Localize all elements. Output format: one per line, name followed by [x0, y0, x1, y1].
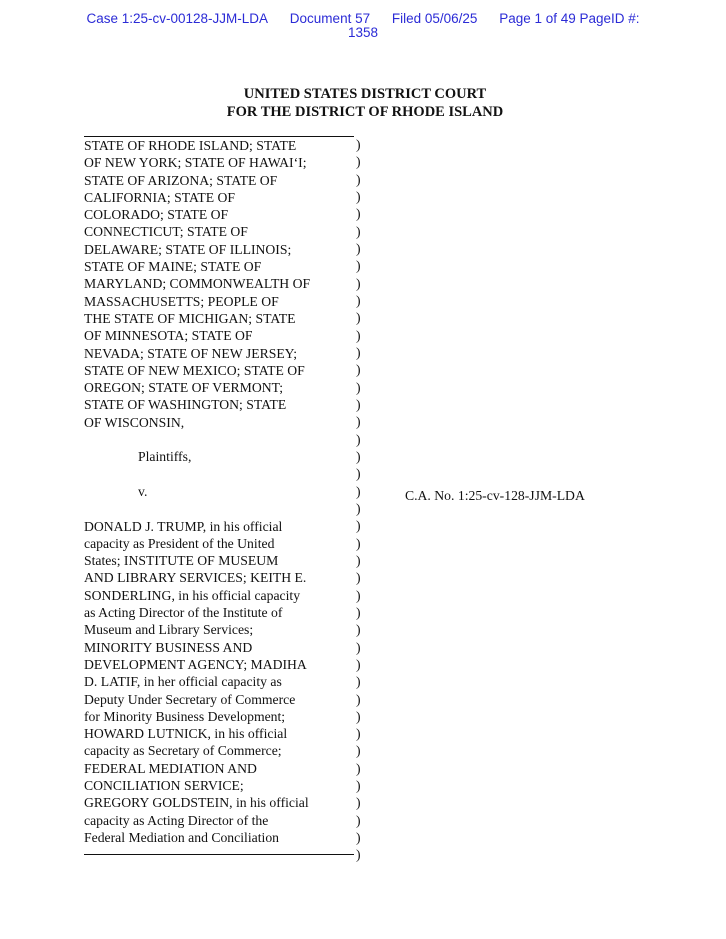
plaintiff-line: DELAWARE; STATE OF ILLINOIS; — [84, 241, 292, 257]
plaintiff-line: STATE OF ARIZONA; STATE OF — [84, 172, 278, 188]
caption-paren: ) — [356, 206, 361, 222]
caption-paren: ) — [356, 622, 361, 638]
plaintiff-line: STATE OF WASHINGTON; STATE — [84, 397, 287, 413]
plaintiff-line: MARYLAND; COMMONWEALTH OF — [84, 276, 311, 292]
plaintiff-line: THE STATE OF MICHIGAN; STATE — [84, 310, 296, 326]
document-number: Document 57 — [289, 11, 371, 26]
plaintiff-line: STATE OF RHODE ISLAND; STATE — [84, 138, 297, 153]
caption-bottom-rule — [84, 854, 354, 855]
caption-paren: ) — [356, 483, 361, 499]
caption-paren: ) — [356, 847, 361, 863]
defendant-line: capacity as Secretary of Commerce; — [84, 743, 282, 759]
court-filing-header — [0, 12, 726, 40]
plaintiff-line: CALIFORNIA; STATE OF — [84, 189, 235, 205]
defendant-line: capacity as Acting Director of the — [84, 812, 269, 828]
caption-paren: ) — [356, 552, 361, 568]
caption-paren: ) — [356, 570, 361, 586]
defendant-line: capacity as President of the United — [84, 535, 275, 551]
caption-paren: ) — [356, 760, 361, 776]
defendant-line: for Minority Business Development; — [84, 708, 286, 724]
defendant-line: SONDERLING, in his official capacity — [84, 587, 301, 603]
defendant-line: D. LATIF, in her official capacity as — [84, 674, 282, 690]
caption-paren: ) — [356, 830, 361, 846]
caption-paren: ) — [356, 691, 361, 707]
plaintiffs-block — [84, 137, 359, 431]
caption-paren: ) — [356, 743, 361, 759]
caption-paren: ) — [356, 674, 361, 690]
defendant-line: FEDERAL MEDIATION AND — [84, 760, 257, 776]
defendant-line: Federal Mediation and Conciliation — [84, 829, 280, 845]
court-title — [0, 85, 726, 121]
caption-paren: ) — [356, 778, 361, 794]
caption-paren: ) — [356, 726, 361, 742]
defendant-line: AND LIBRARY SERVICES; KEITH E. — [84, 570, 307, 586]
caption-paren: ) — [356, 171, 361, 187]
defendant-line: States; INSTITUTE OF MUSEUM — [84, 553, 279, 569]
caption-paren-column — [356, 136, 361, 864]
case-number-header: Case 1:25-cv-00128-JJM-LDA — [86, 11, 269, 26]
caption-paren: ) — [356, 656, 361, 672]
defendants-block — [84, 518, 359, 847]
caption-paren: ) — [356, 466, 361, 482]
caption-paren: ) — [356, 414, 361, 430]
plaintiff-line: MASSACHUSETTS; PEOPLE OF — [84, 293, 279, 309]
plaintiff-line: STATE OF NEW MEXICO; STATE OF — [84, 362, 305, 378]
defendant-line: Deputy Under Secretary of Commerce — [84, 691, 296, 707]
case-caption — [84, 137, 359, 846]
court-title-line2: FOR THE DISTRICT OF RHODE ISLAND — [226, 104, 504, 120]
caption-paren: ) — [356, 795, 361, 811]
caption-paren: ) — [356, 448, 361, 464]
caption-paren: ) — [356, 587, 361, 603]
versus-label: v. — [138, 483, 148, 499]
plaintiffs-label: Plaintiffs, — [138, 449, 192, 465]
caption-paren: ) — [356, 310, 361, 326]
plaintiff-line: CONNECTICUT; STATE OF — [84, 224, 248, 240]
defendant-line: MINORITY BUSINESS AND — [84, 639, 253, 655]
defendant-line: DONALD J. TRUMP, in his official — [84, 518, 283, 534]
caption-paren: ) — [356, 240, 361, 256]
caption-paren: ) — [356, 223, 361, 239]
page-count: Page 1 of 49 PageID #: — [499, 11, 640, 26]
defendant-line: HOWARD LUTNICK, in his official — [84, 726, 288, 742]
filed-date: Filed 05/06/25 — [391, 11, 478, 26]
caption-paren: ) — [356, 812, 361, 828]
caption-paren: ) — [356, 379, 361, 395]
defendant-line: DEVELOPMENT AGENCY; MADIHA — [84, 656, 307, 672]
caption-paren: ) — [356, 396, 361, 412]
caption-paren: ) — [356, 344, 361, 360]
caption-paren: ) — [356, 258, 361, 274]
defendant-line: as Acting Director of the Institute of — [84, 605, 283, 621]
caption-paren: ) — [356, 708, 361, 724]
plaintiff-line: OREGON; STATE OF VERMONT; — [84, 380, 284, 396]
defendant-line: GREGORY GOLDSTEIN, in his official — [84, 795, 309, 811]
page-id: 1358 — [347, 25, 379, 40]
caption-paren: ) — [356, 518, 361, 534]
caption-paren: ) — [356, 362, 361, 378]
plaintiff-line: OF NEW YORK; STATE OF HAWAI‘I; — [84, 155, 307, 171]
caption-paren: ) — [356, 639, 361, 655]
plaintiff-line: STATE OF MAINE; STATE OF — [84, 259, 262, 275]
defendant-line: CONCILIATION SERVICE; — [84, 777, 244, 793]
caption-paren: ) — [356, 535, 361, 551]
caption-paren: ) — [356, 137, 361, 152]
caption-paren: ) — [356, 188, 361, 204]
caption-paren: ) — [356, 604, 361, 620]
caption-paren: ) — [356, 327, 361, 343]
caption-paren: ) — [356, 275, 361, 291]
plaintiff-line: OF MINNESOTA; STATE OF — [84, 328, 253, 344]
civil-action-number: C.A. No. 1:25-cv-128-JJM-LDA — [405, 488, 585, 503]
plaintiff-line: COLORADO; STATE OF — [84, 207, 229, 223]
defendant-line: Museum and Library Services; — [84, 622, 254, 638]
caption-paren: ) — [356, 500, 361, 516]
caption-paren: ) — [356, 154, 361, 170]
caption-paren: ) — [356, 431, 361, 447]
court-title-line1: UNITED STATES DISTRICT COURT — [243, 86, 487, 102]
plaintiff-line: OF WISCONSIN, — [84, 414, 185, 430]
plaintiff-line: NEVADA; STATE OF NEW JERSEY; — [84, 345, 298, 361]
caption-paren: ) — [356, 292, 361, 308]
